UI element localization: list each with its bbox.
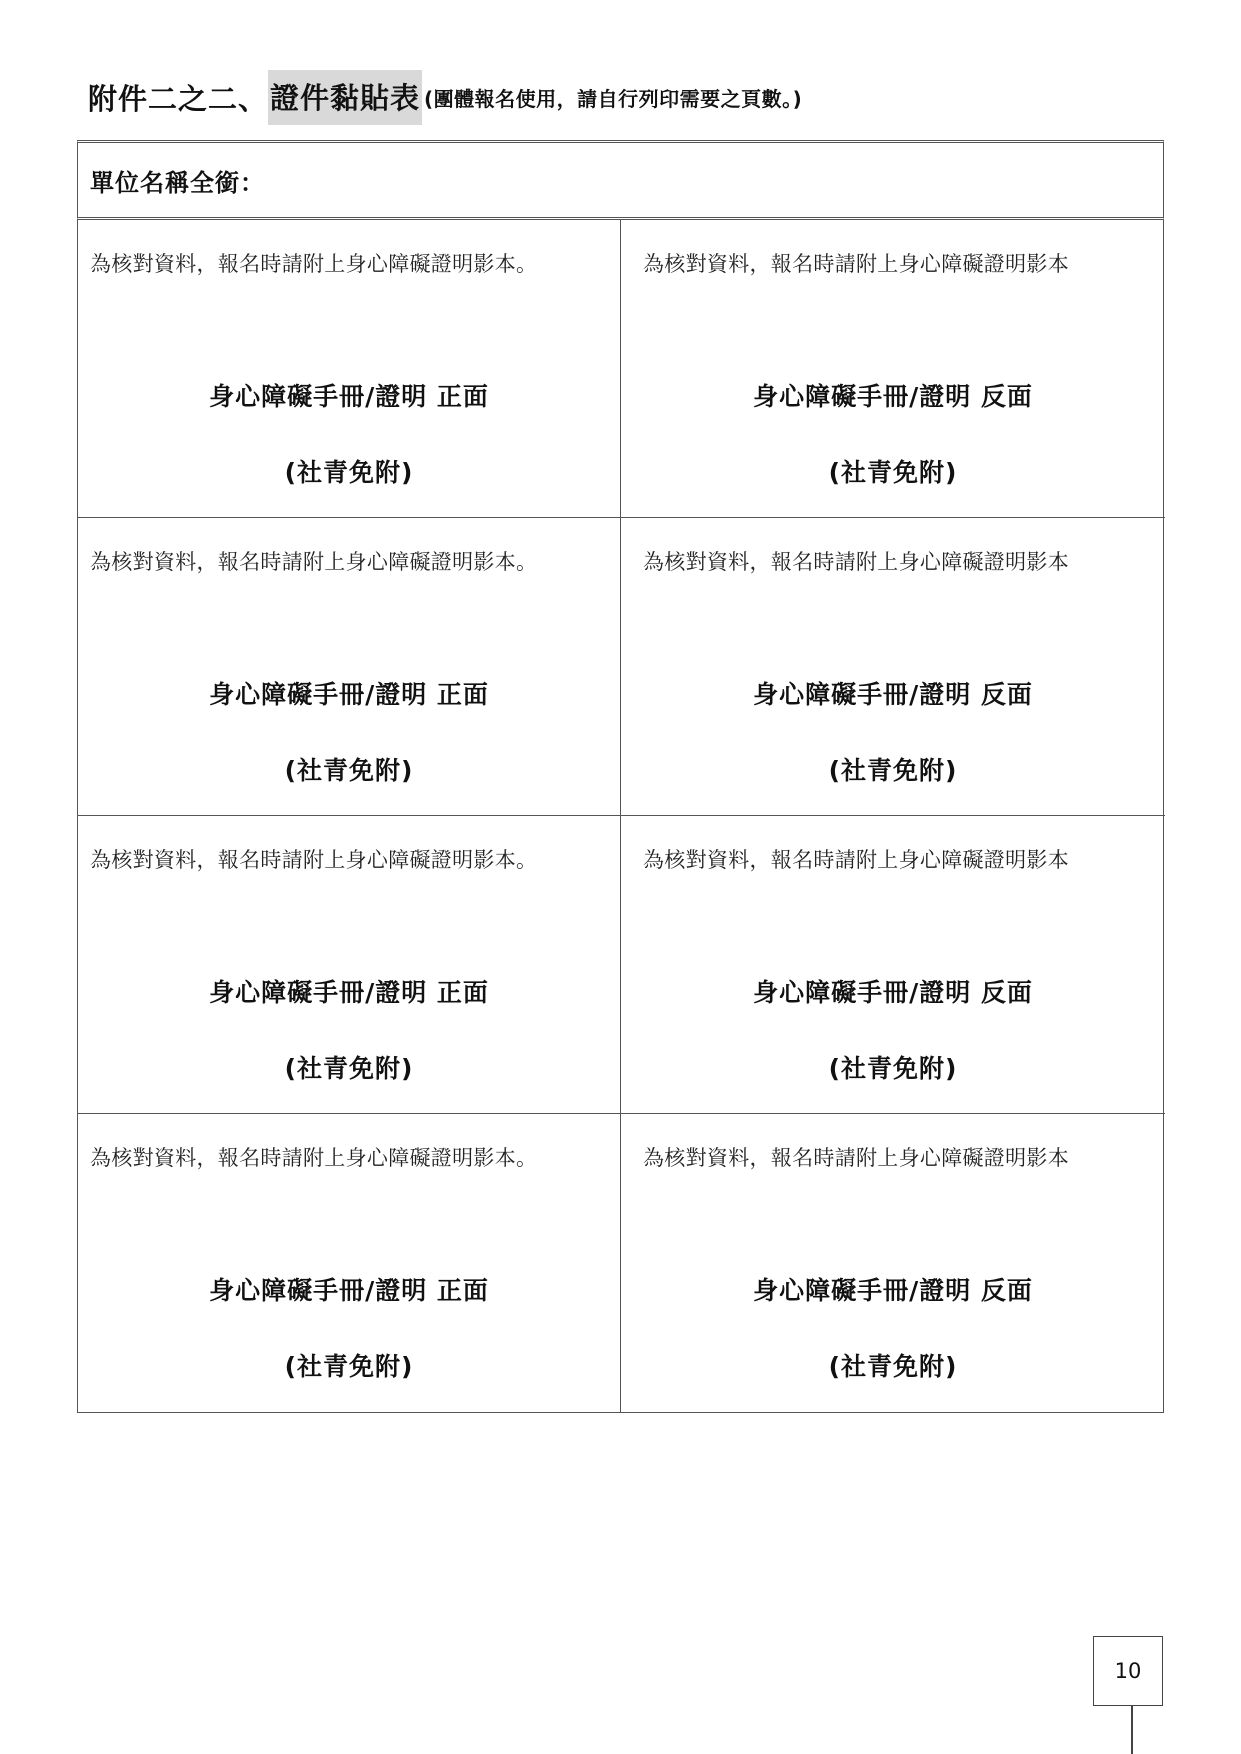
cell-note: 為核對資料，報名時請附上身心障礙證明影本。 [90, 550, 538, 574]
cell-title: 身心障礙手冊/證明 反面 [753, 1276, 1033, 1305]
cell-note: 為核對資料，報名時請附上身心障礙證明影本 [643, 848, 1069, 872]
paste-cell-front [78, 1114, 621, 1412]
paste-cell-back [621, 220, 1165, 518]
paste-cell-back [621, 518, 1165, 816]
paste-cell-front [78, 816, 621, 1114]
cell-subtitle: (社青免附) [828, 756, 958, 785]
cell-title: 身心障礙手冊/證明 正面 [209, 1276, 489, 1305]
unit-name-row [77, 140, 1164, 220]
cell-note: 為核對資料，報名時請附上身心障礙證明影本。 [90, 848, 538, 872]
paste-cell-back [621, 1114, 1165, 1412]
heading-prefix: 附件二之二、 [88, 81, 269, 116]
unit-name-label: 單位名稱全銜： [90, 168, 265, 197]
cell-note: 為核對資料，報名時請附上身心障礙證明影本 [643, 252, 1069, 276]
cell-title: 身心障礙手冊/證明 正面 [209, 978, 489, 1007]
cell-subtitle: (社青免附) [284, 756, 414, 785]
cell-note: 為核對資料，報名時請附上身心障礙證明影本。 [90, 252, 538, 276]
cell-subtitle: (社青免附) [284, 1054, 414, 1083]
cell-note: 為核對資料，報名時請附上身心障礙證明影本。 [90, 1146, 538, 1170]
heading-note: (團體報名使用，請自行列印需要之頁數。) [424, 86, 803, 111]
cell-title: 身心障礙手冊/證明 正面 [209, 382, 489, 411]
paste-grid [77, 220, 1164, 1413]
cell-subtitle: (社青免附) [828, 1352, 958, 1381]
cell-title: 身心障礙手冊/證明 正面 [209, 680, 489, 709]
cell-subtitle: (社青免附) [284, 458, 414, 487]
paste-cell-front [78, 518, 621, 816]
cell-subtitle: (社青免附) [828, 458, 958, 487]
cell-note: 為核對資料，報名時請附上身心障礙證明影本 [643, 1146, 1069, 1170]
cell-title: 身心障礙手冊/證明 反面 [753, 680, 1033, 709]
page-heading [88, 70, 802, 124]
cell-subtitle: (社青免附) [284, 1352, 414, 1381]
paste-cell-back [621, 816, 1165, 1114]
page-number: 10 [1093, 1636, 1163, 1706]
heading-highlight: 證件黏貼表 [268, 70, 422, 125]
cell-title: 身心障礙手冊/證明 反面 [753, 382, 1033, 411]
page-number-tick [1131, 1706, 1133, 1754]
cell-subtitle: (社青免附) [828, 1054, 958, 1083]
paste-cell-front [78, 220, 621, 518]
cell-note: 為核對資料，報名時請附上身心障礙證明影本 [643, 550, 1069, 574]
certificate-sheet [77, 140, 1164, 1413]
cell-title: 身心障礙手冊/證明 反面 [753, 978, 1033, 1007]
